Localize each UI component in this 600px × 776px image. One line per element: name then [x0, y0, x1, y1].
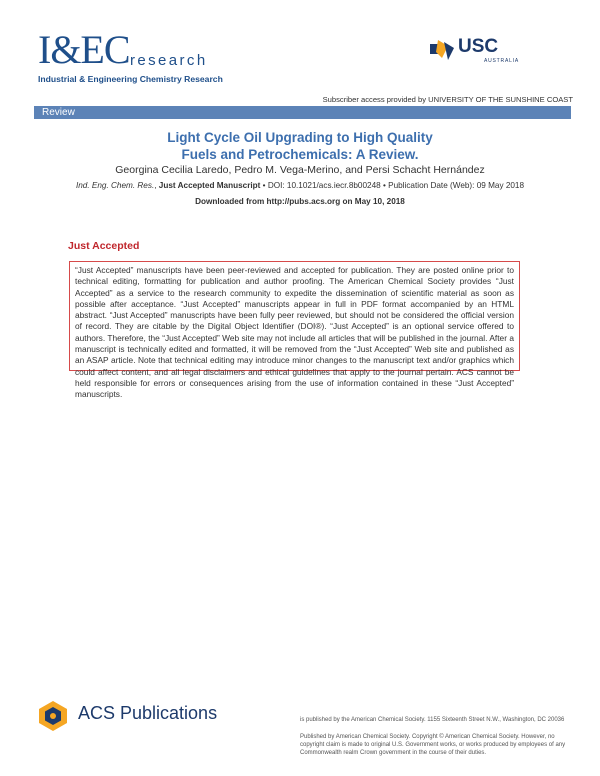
acs-publications-name: ACS Publications [78, 703, 218, 723]
just-accepted-text: “Just Accepted” manuscripts have been peer-reviewed and accepted for publication. They are posted online prior to technical editing, formatting for publication and author proofing. The American Chemical Society provides “Just Accepted” as a service to the research community to expedite the dissemination of scientific material as soon as possible after acceptance. “Just Accepted” manuscripts appear in full in PDF format accompanied by an HTML abstract. “Just Accepted” manuscripts have been fully peer reviewed, but should not be considered the official version of record. They are citable by the Digital Object Identifier (DOI®). “Just Accepted” is an optional service offered to authors. Therefore, the “Just Accepted” Web site may not include all articles that will be published in the journal. After a manuscript is technically edited and formatted, it will be removed from the “Just Accepted” Web site and published as an ASAP article. Note that technical editing may introduce minor changes to the manuscript text and/or graphics which could affect content, and all legal disclaimers and ethical guidelines that apply to the journal pertain. ACS cannot be held responsible for errors or consequences arising from the use of information contained in these “Just Accepted” manuscripts. [75, 265, 514, 400]
institution-logo [428, 36, 528, 70]
article-authors: Georgina Cecilia Laredo, Pedro M. Vega-Merino, and Persi Schacht Hernández [115, 164, 485, 176]
journal-logo-mark: I&EC [38, 27, 130, 72]
section-label: Review [42, 107, 75, 118]
manuscript-status: Just Accepted Manuscript [158, 181, 261, 190]
institution-logo-sub: AUSTRALIA [484, 58, 519, 64]
section-band [34, 106, 571, 119]
subscriber-access-note: Subscriber access provided by UNIVERSITY OF THE SUNSHINE COAST [322, 95, 573, 104]
copyright-note: Published by American Chemical Society. Copyright © American Chemical Society. However, no copyright claim is made to original U.S. Government works, or works produced by employees of any Commonwealth realm Crown government in the course of their duties. [300, 734, 566, 756]
institution-logo-text: USC [458, 36, 499, 57]
acs-hexagon-icon [36, 700, 70, 732]
journal-logo [38, 27, 258, 90]
journal-full-name: Industrial & Engineering Chemistry Research [38, 74, 223, 84]
article-title-line2: Fuels and Petrochemicals: A Review. [181, 147, 419, 162]
doi-and-date: • DOI: 10.1021/acs.iecr.8b00248 • Publication Date (Web): 09 May 2018 [260, 181, 525, 190]
journal-logo-word: research [130, 52, 208, 69]
published-by-note: is published by the American Chemical Society. 1155 Sixteenth Street N.W., Washington, DC 20036 [300, 717, 565, 723]
download-note: Downloaded from http://pubs.acs.org on May 10, 2018 [195, 197, 405, 206]
article-title-line1: Light Cycle Oil Upgrading to High Quality [167, 130, 433, 145]
article-citation: Ind. Eng. Chem. Res., Just Accepted Manuscript • DOI: 10.1021/acs.iecr.8b00248 • Publication Date (Web): 09 May 2018 [75, 181, 525, 190]
journal-abbreviation: Ind. Eng. Chem. Res. [75, 181, 155, 190]
just-accepted-box [69, 261, 520, 400]
just-accepted-heading: Just Accepted [68, 240, 140, 252]
usc-flame-icon [428, 38, 456, 62]
